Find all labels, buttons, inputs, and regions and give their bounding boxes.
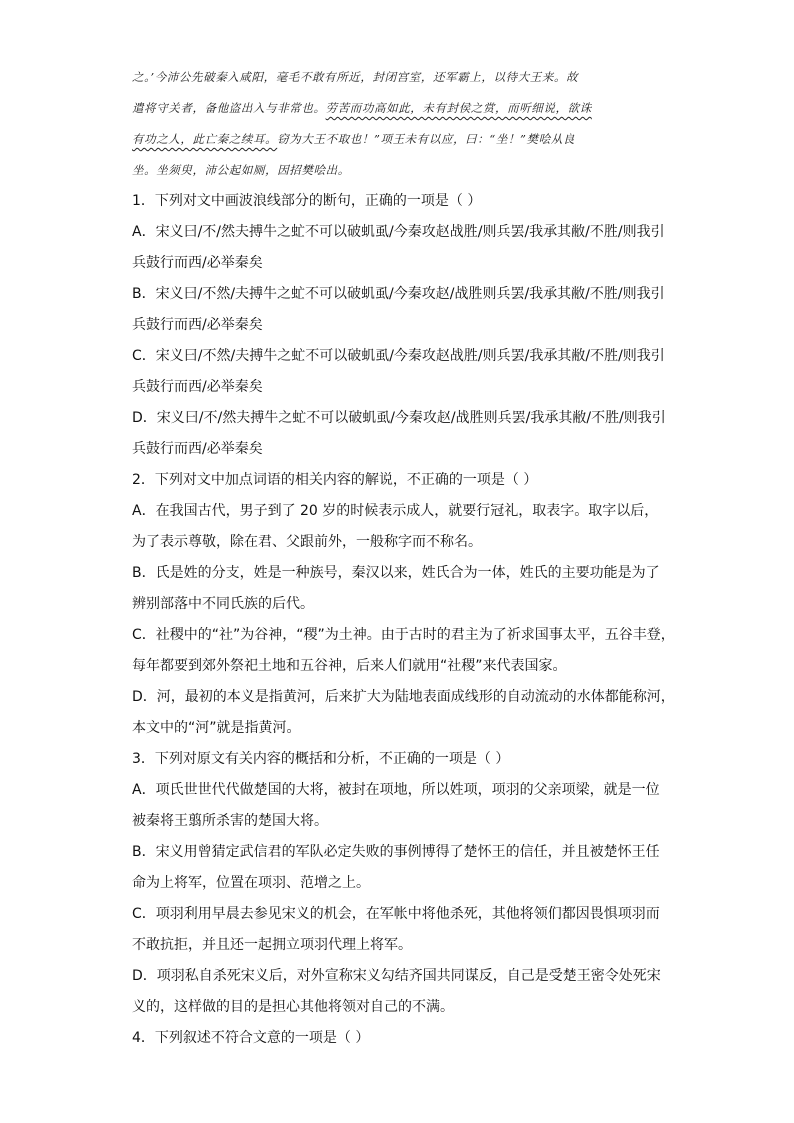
- passage-line: [132, 155, 668, 186]
- classical-passage: [132, 62, 668, 186]
- question-1-stem: 1．下列对文中画波浪线部分的断句，正确的一项是（ ）: [132, 193, 482, 209]
- question-2-stem: 2．下列对文中加点词语的相关内容的解说，不正确的一项是（ ）: [132, 472, 538, 488]
- question-4-stem: 4．下列叙述不符合文意的一项是（ ）: [132, 1030, 370, 1046]
- question-1-option-d-cont: 兵鼓行而西/必举秦矣: [132, 441, 263, 457]
- passage-text: 坐。坐须臾，沛公起如厕，因招樊哙出。: [132, 163, 350, 177]
- question-2-option-d: D．河，最初的本义是指黄河，后来扩大为陆地表面成线形的自动流动的水体都能称河，: [132, 689, 675, 705]
- question-2-option-b: B．氏是姓的分支，姓是一种族号，秦汉以来，姓氏合为一体，姓氏的主要功能是为了: [132, 565, 660, 581]
- question-2-option-c-cont: 每年都要到郊外祭祀土地和五谷神，后来人们就用“社稷”来代表国家。: [132, 658, 567, 674]
- question-2-option-a-cont: 为了表示尊敬，除在君、父跟前外，一般称字而不称名。: [132, 534, 482, 550]
- question-3-option-b: B．宋义用曾猜定武信君的军队必定失败的事例博得了楚怀王的信任，并且被楚怀王任: [132, 844, 660, 860]
- question-3-option-a-cont: 被秦将王翦所杀害的楚国大将。: [132, 813, 328, 829]
- question-3-stem: 3．下列对原文有关内容的概括和分析，不正确的一项是（ ）: [132, 751, 510, 767]
- questions-block: [132, 186, 675, 1054]
- question-2-option-b-cont: 辨别部落中不同氏族的后代。: [132, 596, 314, 612]
- question-1-option-d: D．宋义曰/不/然夫搏牛之虻不可以破虮虱/今秦攻赵/战胜则兵罢/我承其敝/不胜/则我引: [132, 410, 666, 426]
- passage-line: [132, 124, 668, 155]
- question-3-option-d: D．项羽私自杀死宋义后，对外宣称宋义勾结齐国共同谋反，自己是受楚王密令处死宋: [132, 968, 661, 984]
- question-2-option-d-cont: 本文中的“河”就是指黄河。: [132, 720, 301, 736]
- wavy-underlined-text: 劳苦而功高如此，未有封侯之赏，而听细说，欲诛: [325, 101, 592, 115]
- question-3-option-c: C．项羽利用早晨去参见宋义的机会，在军帐中将他杀死，其他将领们都因畏惧项羽而: [132, 906, 660, 922]
- passage-text: 之。’今沛公先破秦入咸阳，毫毛不敢有所近，封闭宫室，还军霸上，以待大王来。故: [132, 70, 579, 84]
- question-3-option-c-cont: 不敢抗拒，并且还一起拥立项羽代理上将军。: [132, 937, 412, 953]
- passage-line: [132, 93, 668, 124]
- question-1-option-b-cont: 兵鼓行而西/必举秦矣: [132, 317, 263, 333]
- wavy-underlined-text: 有功之人，此亡秦之续耳。: [132, 132, 278, 146]
- passage-text: 窃为大王不取也！”项王未有以应，曰：“坐！”樊哙从良: [277, 132, 575, 146]
- passage-text: 遣将守关者，备他盗出入与非常也。: [132, 101, 326, 115]
- question-3-option-d-cont: 义的，这样做的目的是担心其他将领对自己的不满。: [132, 999, 454, 1015]
- question-1-option-a: A．宋义曰/不/然夫搏牛之虻不可以破虮虱/今秦攻赵战胜/则兵罢/我承其敝/不胜/则我引: [132, 224, 665, 240]
- question-1-option-c-cont: 兵鼓行而西/必举秦矣: [132, 379, 263, 395]
- question-1-option-c: C．宋义曰/不然/夫搏牛之虻不可以破虮虱/今秦攻赵战胜/则兵罢/我承其敝/不胜/则我引: [132, 348, 665, 364]
- question-3-option-a: A．项氏世世代代做楚国的大将，被封在项地，所以姓项，项羽的父亲项梁，就是一位: [132, 782, 660, 798]
- question-3-option-b-cont: 命为上将军，位置在项羽、范增之上。: [132, 875, 370, 891]
- question-2-option-c: C．社稷中的“社”为谷神，“稷”为土神。由于古时的君主为了祈求国事太平，五谷丰登，: [132, 627, 675, 643]
- question-1-option-b: B．宋义曰/不然/夫搏牛之虻不可以破虮虱/今秦攻赵/战胜则兵罢/我承其敝/不胜/则我引: [132, 286, 665, 302]
- passage-line: [132, 62, 668, 93]
- question-2-option-a: A．在我国古代，男子到了 20 岁的时候表示成人，就要行冠礼，取表字。取字以后，: [132, 503, 659, 519]
- question-1-option-a-cont: 兵鼓行而西/必举秦矣: [132, 255, 263, 271]
